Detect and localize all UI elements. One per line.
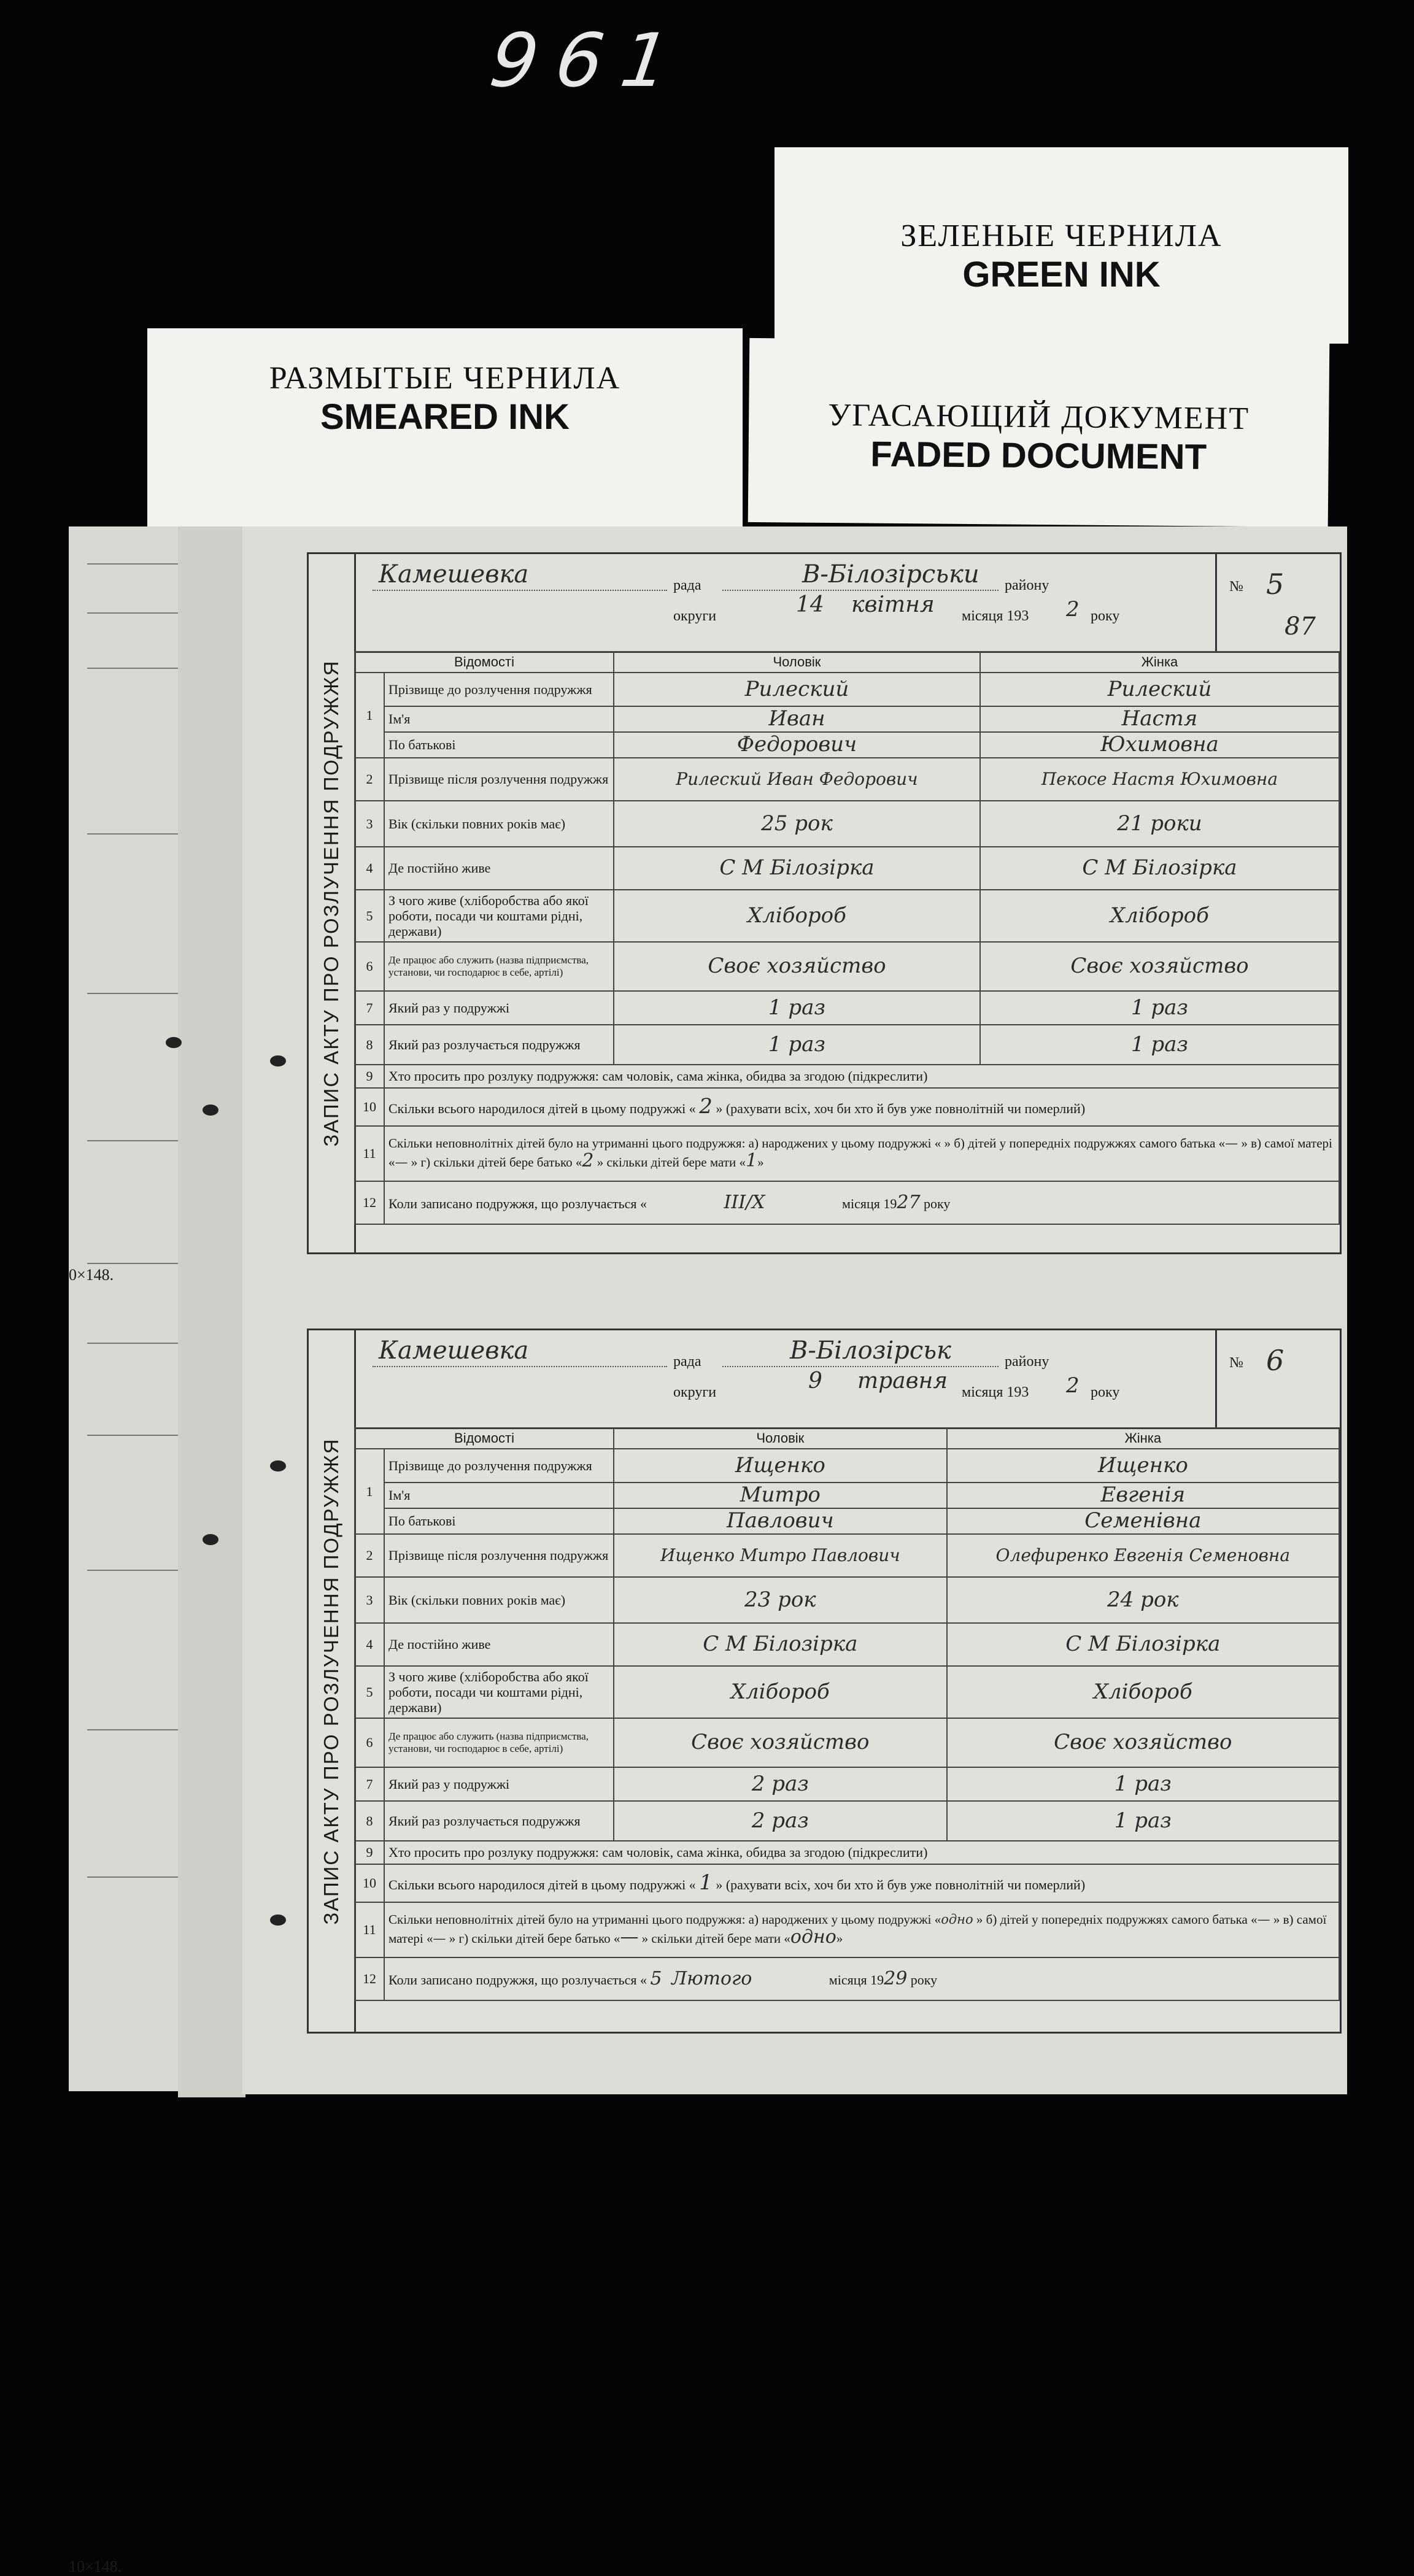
q-surname-before: Прізвище до розлучення подружжя: [384, 673, 614, 706]
month-value: квітня: [851, 592, 935, 617]
man-age: 25 рок: [761, 811, 833, 836]
q-name: Ім'я: [384, 706, 614, 732]
q-minor-children: Скільки неповнолітніх дітей було на утриманні цього подружжя: а) народжених у цьому подружжі « » б) дітей у попередніх подружжях самого батька «— » в) самої матері «— » г) скільки дітей бере батько «2 » скільки дітей бере мати «1»: [384, 1126, 1339, 1181]
q-divorce-number: Який раз розлучається подружжя: [384, 1025, 614, 1065]
q-minor-children: Скільки неповнолітніх дітей було на утриманні цього подружжя: а) народжених у цьому подружжі «одно » б) дітей у попередніх подружжях самого батька «— » в) самої матері «— » г) скільки дітей бере батько «— » скільки дітей бере мати «одно»: [384, 1902, 1339, 1957]
woman-surname: Ищенко: [1097, 1452, 1188, 1478]
divorce-record-form: [307, 552, 1342, 1254]
man-livelihood: Хлібороб: [730, 1679, 830, 1704]
woman-surname-after: Пекосе Настя Юхимовна: [1041, 768, 1278, 789]
man-marriage-number: 2 раз: [751, 1771, 809, 1796]
q-age: Вік (скільки повних років має): [384, 1577, 614, 1623]
year-label: року: [1091, 1384, 1120, 1400]
q-work: Де працює або служить (назва підприємства, установи, чи господарює в себе, артілі): [384, 942, 614, 991]
note-smeared-ink: [147, 328, 743, 528]
woman-age: 21 роки: [1117, 811, 1202, 836]
man-surname-after: Рилеский Иван Федорович: [676, 768, 918, 789]
month-label: місяця 193: [962, 608, 1029, 624]
note-en: GREEN INK: [962, 255, 1161, 295]
q-patronymic: По батькові: [384, 1508, 614, 1534]
page-fold: [178, 526, 245, 2097]
record-number-extra: 87: [1285, 612, 1316, 641]
record-number: 5: [1266, 568, 1285, 601]
day-value: 14: [796, 592, 824, 617]
woman-marriage-number: 1 раз: [1114, 1771, 1172, 1796]
number-label: №: [1229, 579, 1243, 595]
rada-value: Камешевка: [379, 1336, 529, 1365]
year-digit: 2: [1066, 597, 1080, 622]
col-man-header: Чоловік: [614, 1428, 947, 1449]
man-name: Иван: [768, 706, 825, 731]
record-table: Відомості Чоловік Жінка 1 Прізвище до розлучення подружжя Ищенко Ищенко Ім'я Митро Евгенія По батькові Павлович Семенівна 2 Прізвище після розлучення подружжя Ищенко Митро Павлович Олефиренко Евгенія Семеновна 3 Вік (скільки повних років має) 23 рок 24 рок 4 Де постійно живе С М Білозірка С М Білозірка 5 З чого живе (хліборобства або якої роботи, посади чи коштами рідні, держави) Хлібороб Хлібороб 6 Де працює або служить (назва підприємства, установи, чи господарює в себе, артілі) Своє хозяйство Своє хозяйство 7 Який раз у подружжі 2 раз 1 раз 8 Який раз розлучається подружжя 2 раз 1 раз 9 Хто просить про розлуку подружжя: сам чоловік, сама жінка, обидва за згодою (підкреслити) 10 Скільки всього народилося дітей в цьому подружжі « 1 » (рахувати всіх, хоч би хто й був уже повнолітній чи померлий) 11 Скільки неповнолітніх дітей було на утриманні цього подружжя: а) народжених у цьому подружжі «одно » б) дітей у попередніх подружжях самого батька «— » в) самої матері «— » г) скільки дітей бере батько «— » скільки дітей бере мати «одно» 12 Коли записано подружжя, що розлучається « 5 Лютого місяця 1929 року: [354, 1427, 1340, 2001]
woman-work: Своє хозяйство: [1070, 954, 1249, 979]
binding-hole: [270, 1915, 286, 1926]
q-registered: Коли записано подружжя, що розлучається « 5 Лютого місяця 1929 року: [384, 1957, 1339, 2000]
number-label: №: [1229, 1355, 1243, 1371]
col-woman-header: Жінка: [947, 1428, 1339, 1449]
children-total: 2: [699, 1094, 713, 1119]
q-residence: Де постійно живе: [384, 1623, 614, 1666]
form-header: [354, 554, 1340, 653]
form-vertical-title: ЗАПИС АКТУ ПРО РОЗЛУЧЕННЯ ПОДРУЖЖЯ: [309, 554, 356, 1252]
q-residence: Де постійно живе: [384, 847, 614, 890]
woman-marriage-number: 1 раз: [1130, 995, 1188, 1020]
woman-livelihood: Хлібороб: [1110, 903, 1209, 928]
okrugy-label: округи: [673, 608, 717, 624]
q-surname-after: Прізвище після розлучення подружжя: [384, 758, 614, 801]
left-page-mark: 0×148.: [69, 1266, 114, 1284]
rada-label: рада: [673, 577, 701, 593]
archive-number: 961: [485, 18, 693, 104]
rada-label: рада: [673, 1354, 701, 1370]
q-children-total: Скільки всього народилося дітей в цьому подружжі « 2 » (рахувати всіх, хоч би хто й був уже повнолітній чи померлий): [384, 1088, 1339, 1126]
man-residence: С М Білозірка: [719, 855, 875, 881]
record-table: Відомості Чоловік Жінка 1 Прізвище до розлучення подружжя Рилеский Рилеский Ім'я Иван Настя По батькові Федорович Юхимовна 2 Прізвище після розлучення подружжя Рилеский Иван Федорович Пекосе Настя Юхимовна 3 Вік (скільки повних років має) 25 рок 21 роки 4 Де постійно живе С М Білозірка С М Білозірка 5 З чого живе (хліборобства або якої роботи, посади чи коштами рідні, держави) Хлібороб Хлібороб 6 Де працює або служить (назва підприємства, установи, чи господарює в себе, артілі) Своє хозяйство Своє хозяйство 7 Який раз у подружжі 1 раз 1 раз 8 Який раз розлучається подружжя 1 раз 1 раз 9 Хто просить про розлуку подружжя: сам чоловік, сама жінка, обидва за згодою (підкреслити) 10 Скільки всього народилося дітей в цьому подружжі « 2 » (рахувати всіх, хоч би хто й був уже повнолітній чи померлий) 11 Скільки неповнолітніх дітей було на утриманні цього подружжя: а) народжених у цьому подружжі « » б) дітей у попередніх подружжях самого батька «— » в) самої матері «— » г) скільки дітей бере батько «2 » скільки дітей бере мати «1» 12 Коли записано подружжя, що розлучається « III/X місяця 1927 року: [354, 651, 1340, 1225]
record-number-box: [1215, 1330, 1340, 1427]
note-faded-document: [748, 338, 1330, 527]
q-children-total: Скільки всього народилося дітей в цьому подружжі « 1 » (рахувати всіх, хоч би хто й був уже повнолітній чи померлий): [384, 1864, 1339, 1902]
q-age: Вік (скільки повних років має): [384, 801, 614, 847]
woman-surname-after: Олефиренко Евгенія Семеновна: [995, 1544, 1291, 1565]
month-label: місяця 193: [962, 1384, 1029, 1400]
binding-hole: [270, 1460, 286, 1471]
note-ru: ЗЕЛЕНЫЕ ЧЕРНИЛА: [900, 218, 1223, 253]
month-value: травня: [857, 1368, 948, 1394]
form-header: [354, 1330, 1340, 1429]
q-who-requests: Хто просить про розлуку подружжя: сам чоловік, сама жінка, обидва за згодою (підкреслити): [384, 1841, 1339, 1864]
q-livelihood: З чого живе (хліборобства або якої роботи, посади чи коштами рідні, держави): [384, 890, 614, 942]
form-vertical-title: ЗАПИС АКТУ ПРО РОЗЛУЧЕННЯ ПОДРУЖЖЯ: [309, 1330, 356, 2032]
man-work: Своє хозяйство: [708, 954, 886, 979]
woman-residence: С М Білозірка: [1065, 1632, 1221, 1657]
man-residence: С М Білозірка: [703, 1632, 858, 1657]
man-divorce-number: 1 раз: [768, 1032, 825, 1057]
note-en: FADED DOCUMENT: [870, 434, 1207, 477]
binding-hole: [203, 1105, 218, 1116]
man-age: 23 рок: [744, 1587, 816, 1612]
man-divorce-number: 2 раз: [751, 1808, 809, 1833]
woman-work: Своє хозяйство: [1054, 1730, 1232, 1755]
woman-name: Настя: [1121, 706, 1198, 731]
note-ru: УГАСАЮЩИЙ ДОКУМЕНТ: [828, 398, 1250, 436]
woman-patronymic: Юхимовна: [1100, 732, 1219, 757]
q-name: Ім'я: [384, 1483, 614, 1508]
man-marriage-number: 1 раз: [768, 995, 825, 1020]
woman-name: Евгенія: [1100, 1483, 1186, 1508]
man-surname: Рилеский: [744, 676, 849, 701]
man-patronymic: Федорович: [736, 732, 857, 757]
woman-divorce-number: 1 раз: [1114, 1808, 1172, 1833]
woman-livelihood: Хлібороб: [1093, 1679, 1192, 1704]
woman-surname: Рилеский: [1107, 676, 1212, 701]
q-who-requests: Хто просить про розлуку подружжя: сам чоловік, сама жінка, обидва за згодою (підкреслити): [384, 1065, 1339, 1088]
raion-value: В-Білозірськ: [790, 1336, 951, 1365]
man-livelihood: Хлібороб: [747, 903, 846, 928]
divorce-record-form: [307, 1328, 1342, 2034]
woman-residence: С М Білозірка: [1082, 855, 1237, 881]
note-en: SMEARED INK: [320, 397, 570, 437]
q-patronymic: По батькові: [384, 732, 614, 758]
left-page-mark: 10×148.: [69, 2558, 122, 2575]
year-digit: 2: [1066, 1373, 1080, 1398]
binding-hole: [270, 1055, 286, 1066]
man-surname-after: Ищенко Митро Павлович: [660, 1544, 900, 1565]
rada-value: Камешевка: [379, 560, 529, 588]
man-name: Митро: [740, 1483, 821, 1508]
col-man-header: Чоловік: [614, 652, 980, 673]
okrugy-label: округи: [673, 1384, 717, 1400]
col-info-header: Відомості: [355, 1428, 614, 1449]
record-number-box: [1215, 554, 1340, 651]
q-divorce-number: Який раз розлучається подружжя: [384, 1801, 614, 1841]
man-work: Своє хозяйство: [691, 1730, 870, 1755]
man-surname: Ищенко: [735, 1452, 825, 1478]
woman-age: 24 рок: [1107, 1587, 1179, 1612]
col-woman-header: Жінка: [980, 652, 1339, 673]
binding-hole: [203, 1534, 218, 1545]
record-number: 6: [1266, 1344, 1285, 1377]
raion-label: району: [1005, 1354, 1049, 1370]
children-total: 1: [699, 1870, 713, 1895]
q-livelihood: З чого живе (хліборобства або якої роботи, посади чи коштами рідні, держави): [384, 1666, 614, 1718]
q-marriage-number: Який раз у подружжі: [384, 1767, 614, 1801]
q-surname-after: Прізвище після розлучення подружжя: [384, 1534, 614, 1577]
q-surname-before: Прізвище до розлучення подружжя: [384, 1449, 614, 1483]
day-value: 9: [808, 1368, 822, 1394]
q-work: Де працює або служить (назва підприємства, установи, чи господарює в себе, артілі): [384, 1718, 614, 1767]
raion-label: району: [1005, 577, 1049, 593]
woman-patronymic: Семенівна: [1084, 1508, 1202, 1533]
col-info-header: Відомості: [355, 652, 614, 673]
q-marriage-number: Який раз у подружжі: [384, 991, 614, 1025]
note-green-ink: [775, 147, 1348, 344]
year-label: року: [1091, 608, 1120, 624]
binding-hole: [166, 1037, 182, 1048]
woman-divorce-number: 1 раз: [1130, 1032, 1188, 1057]
man-patronymic: Павлович: [726, 1508, 834, 1533]
q-registered: Коли записано подружжя, що розлучається « III/X місяця 1927 року: [384, 1181, 1339, 1224]
note-ru: РАЗМЫТЫЕ ЧЕРНИЛА: [269, 361, 621, 396]
raion-value: В-Білозірськи: [802, 560, 979, 588]
